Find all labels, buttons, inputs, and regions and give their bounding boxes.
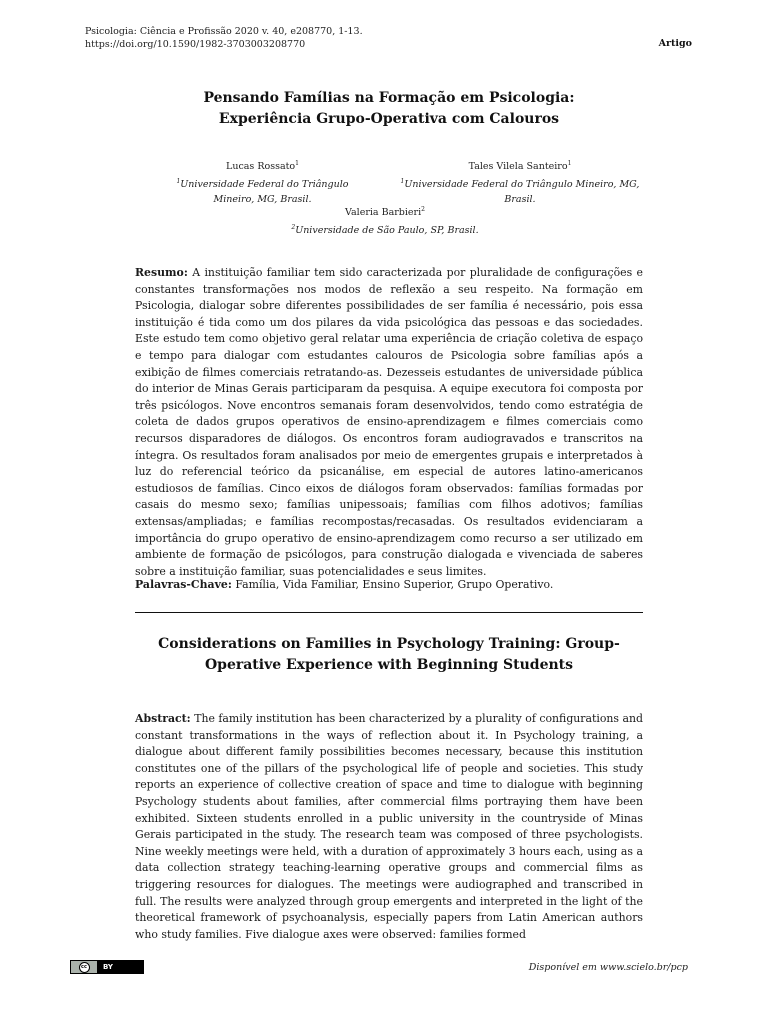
author-sup: 1 (295, 160, 299, 167)
author-block-1 (175, 156, 350, 207)
affiliation-sup: 2 (291, 224, 296, 232)
availability-note: Disponível em www.scielo.br/pcp (528, 962, 688, 973)
section-label: Artigo (658, 38, 692, 49)
title-en-line1: Considerations on Families in Psychology Training: Group- (158, 636, 620, 652)
section-divider (135, 612, 643, 613)
title-en-line2: Operative Experience with Beginning Students (204, 657, 574, 673)
keywords-label: Palavras-Chave: (135, 578, 232, 591)
author-sup: 2 (421, 206, 425, 213)
journal-citation: Psicologia: Ciência e Profissão 2020 v. 40, e208770, 1-13. (85, 26, 363, 37)
running-header (85, 25, 363, 51)
creative-commons-icon: cc (71, 961, 97, 973)
affiliation-sup: 1 (176, 178, 181, 186)
doi-link[interactable]: https://doi.org/10.1590/1982-3703003208770 (85, 39, 306, 50)
author-affiliation: Universidade Federal do Triângulo Mineiro, MG, Brasil. (404, 179, 640, 206)
author-name: Valeria Barbieri (345, 207, 422, 219)
title-en (85, 634, 693, 676)
author-name: Tales Vilela Santeiro (468, 161, 568, 173)
title-pt-line2: Experiência Grupo-Operativa com Calouros (218, 111, 560, 127)
title-pt (85, 88, 693, 130)
keywords-pt (135, 577, 643, 593)
author-block-3 (285, 202, 485, 238)
author-sup: 1 (567, 160, 572, 167)
author-name: Lucas Rossato (226, 161, 296, 173)
author-block-2 (395, 156, 645, 207)
license-by-label: BY (97, 961, 119, 973)
author-affiliation: Universidade de São Paulo, SP, Brasil. (295, 225, 479, 237)
abstract-en-text: The family institution has been characterized by a plurality of configurations and constant transformations in the ways of reflection about it. In Psychology training, a dialogue about different family possibilities becomes necessary, because this institution constitutes one of the pillars of the psychological life of people and societies. This study reports an experience of collective creation of space and time to dialogue with beginning Psychology students about families, after commercial films portraying them have been exhibited. Sixteen students enrolled in a public university in the countryside of Minas Gerais participated in the study. The research team was composed of three psychologists. Nine weekly meetings were held, with a duration of approximately 3 hours each, using as a data collection strategy teaching-learning operative groups and commercial films as triggering resources for dialogues. The meetings were audiographed and transcribed in full. The results were analyzed through group emergents and interpreted in the light of the theoretical framework of psychoanalysis, especially papers from Latin American authors who study families. Five dialogue axes were observed: families formed (135, 712, 643, 941)
cc-by-license-badge[interactable] (70, 960, 144, 974)
abstract-pt-text: A instituição familiar tem sido caracterizada por pluralidade de configurações e constantes transformações nos modos de reflexão a seu respeito. Na formação em Psicologia, dialogar sobre diferentes possibilidades de ser família é necessário, pois essa instituição é tida como um dos pilares da vida psicológica das pessoas e das sociedades. Este estudo tem como objetivo geral relatar uma experiência de criação coletiva de espaço e tempo para dialogar com estudantes calouros de Psicologia sobre famílias após a exibição de filmes comerciais retratando-as. Dezesseis estudantes de universidade pública do interior de Minas Gerais participaram da pesquisa. A equipe executora foi composta por três psicólogos. Nove encontros semanais foram desenvolvidos, tendo como estratégia de coleta de dados grupos operativos de ensino-aprendizagem e filmes comerciais como recursos disparadores de diálogos. Os encontros foram audiogravados e transcritos na íntegra. Os resultados foram analisados por meio de emergentes grupais e interpretados à luz do referencial teórico da psicanálise, em especial de autores latino-americanos estudiosos de famílias. Cinco eixos de diálogos foram observados: famílias formadas por casais do mesmo sexo; famílias unipessoais; famílias com filhos adotivos; famílias extensas/ampliadas; e famílias recompostas/recasadas. Os resultados evidenciaram a importância do grupo operativo de ensino-aprendizagem como recurso a ser utilizado em ambiente de formação de psicólogos, para construção dialogada e vivenciada de saberes sobre a instituição familiar, suas potencialidades e seus limites. (135, 266, 643, 578)
keywords-text: Família, Vida Familiar, Ensino Superior, Grupo Operativo. (235, 578, 554, 591)
title-pt-line1: Pensando Famílias na Formação em Psicologia: (203, 90, 575, 106)
abstract-en (135, 711, 643, 943)
affiliation-sup: 1 (400, 178, 405, 186)
author-affiliation: Universidade Federal do Triângulo Mineiro, MG, Brasil. (180, 179, 349, 206)
abstract-pt (135, 265, 643, 580)
abstract-pt-label: Resumo: (135, 266, 188, 279)
abstract-en-label: Abstract: (135, 712, 191, 725)
